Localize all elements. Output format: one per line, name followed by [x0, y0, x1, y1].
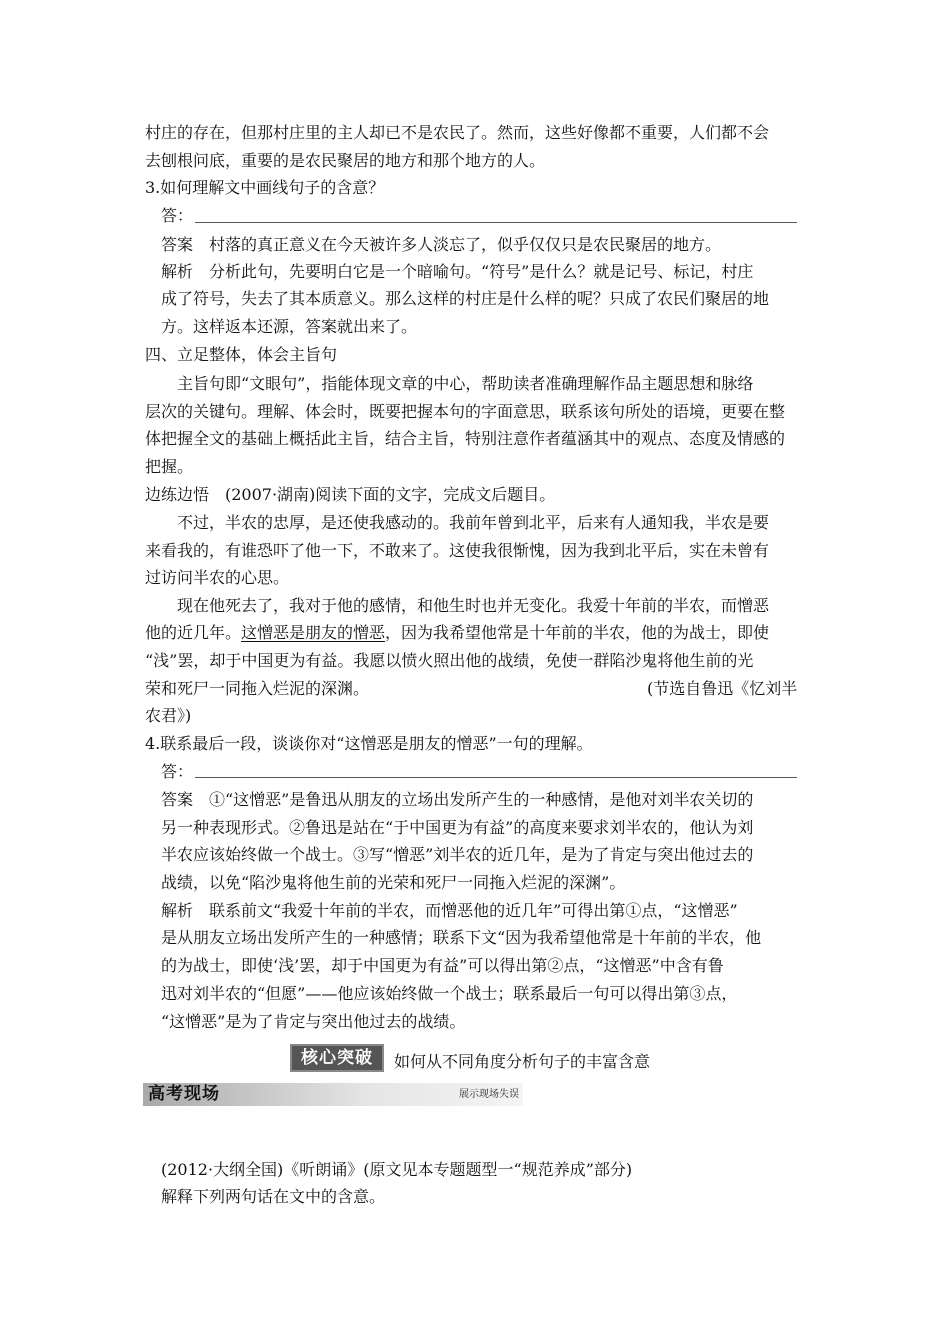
analysis-line: 解析 联系前文“我爱十年前的半农，而憎恶他的近几年”可得出第①点，“这憎恶”	[161, 901, 738, 920]
answer-line	[195, 777, 797, 778]
answer-text: 答案 村落的真正意义在今天被许多人淡忘了，似乎仅仅只是农民聚居的地方。	[161, 235, 722, 254]
passage-line: 过访问半农的心思。	[145, 568, 290, 587]
passage-line: 现在他死去了，我对于他的感情，和他生时也并无变化。我爱十年前的半农，而憎恶	[177, 596, 770, 615]
paragraph-line: 村庄的存在，但那村庄里的主人却已不是农民了。然而，这些好像都不重要，人们都不会	[145, 123, 770, 142]
underlined-sentence: 这憎恶是朋友的憎恶	[241, 623, 386, 642]
answer-label: 答：	[161, 206, 194, 225]
question-3: 3.如何理解文中画线句子的含意？	[145, 178, 385, 197]
paragraph-line: 把握。	[145, 457, 194, 476]
answer-text: 另一种表现形式。②鲁迅是站在“于中国更为有益”的高度来要求刘半农的，他认为刘	[161, 818, 754, 837]
answer-line	[195, 222, 797, 223]
answer-text: 半农应该始终做一个战士。③写“憎恶”刘半农的近几年，是为了肯定与突出他过去的	[161, 845, 754, 864]
paragraph-line: 去刨根问底，重要的是农民聚居的地方和那个地方的人。	[145, 151, 546, 170]
analysis-line: 方。这样返本还源，答案就出来了。	[161, 317, 418, 336]
passage-text: ，因为我希望他常是十年前的半农，他的为战士，即使	[385, 623, 770, 642]
banner-subtitle: 展示现场失误	[459, 1089, 519, 1100]
passage-text: 他的近几年。	[145, 623, 242, 642]
passage-line: 来看我的，有谁恐吓了他一下，不敢来了。这使我很惭愧，因为我到北平后，实在未曾有	[145, 541, 770, 560]
answer-text: 答案 ①“这憎恶”是鲁迅从朋友的立场出发所产生的一种感情，是他对刘半农关切的	[161, 790, 754, 809]
passage-line: “浅”罢，却于中国更为有益。我愿以愤火照出他的战绩，免使一群陷沙鬼将他生前的光	[145, 651, 754, 670]
answer-label: 答：	[161, 762, 194, 781]
instruction-line: 解释下列两句话在文中的含意。	[161, 1187, 386, 1206]
passage-line: 不过，半农的忠厚，是还使我感动的。我前年曾到北平，后来有人通知我，半农是要	[177, 513, 770, 532]
practice-heading: 边练边悟 (2007·湖南)阅读下面的文字，完成文后题目。	[145, 485, 556, 504]
analysis-line: 的为战士，即使‘浅’罢，却于中国更为有益”可以得出第②点，“这憎恶”中含有鲁	[161, 956, 724, 975]
analysis-line: 解析 分析此句，先要明白它是一个暗喻句。“符号”是什么？就是记号、标记，村庄	[161, 262, 754, 281]
passage-line	[145, 620, 769, 646]
source-line: (2012·大纲全国)《听朗诵》(原文见本专题题型一“规范养成”部分)	[161, 1160, 633, 1179]
banner-title: 高考现场	[148, 1084, 220, 1104]
paragraph-line: 主旨句即“文眼句”，指能体现文章的中心，帮助读者准确理解作品主题思想和脉络	[177, 374, 754, 393]
paragraph-line: 体把握全文的基础上概括此主旨，结合主旨，特别注意作者蕴涵其中的观点、态度及情感的	[145, 429, 786, 448]
passage-source: 农君》)	[145, 706, 192, 725]
passage-line: 荣和死尸一同拖入烂泥的深渊。	[145, 679, 370, 698]
exam-scene-banner	[143, 1083, 523, 1106]
paragraph-line: 层次的关键句。理解、体会时，既要把握本句的字面意思，联系该句所处的语境，更要在整	[145, 402, 786, 421]
core-breakthrough-badge: 核心突破	[290, 1044, 384, 1072]
analysis-line: 是从朋友立场出发所产生的一种感情；联系下文“因为我希望他常是十年前的半农，他	[161, 928, 762, 947]
analysis-line: “这憎恶”是为了肯定与突出他过去的战绩。	[161, 1012, 466, 1031]
answer-text: 战绩，以免“陷沙鬼将他生前的光荣和死尸一同拖入烂泥的深渊”。	[161, 873, 626, 892]
passage-source: (节选自鲁迅《忆刘半	[647, 679, 798, 698]
analysis-line: 成了符号，失去了其本质意义。那么这样的村庄是什么样的呢？只成了农民们聚居的地	[161, 289, 770, 308]
analysis-line: 迅对刘半农的“但愿”——他应该始终做一个战士；联系最后一句可以得出第③点，	[161, 984, 738, 1003]
core-breakthrough-title: 如何从不同角度分析句子的丰富含意	[394, 1052, 651, 1071]
section-heading: 四、立足整体，体会主旨句	[145, 345, 338, 364]
question-4: 4.联系最后一段，谈谈你对“这憎恶是朋友的憎恶”一句的理解。	[145, 734, 593, 753]
